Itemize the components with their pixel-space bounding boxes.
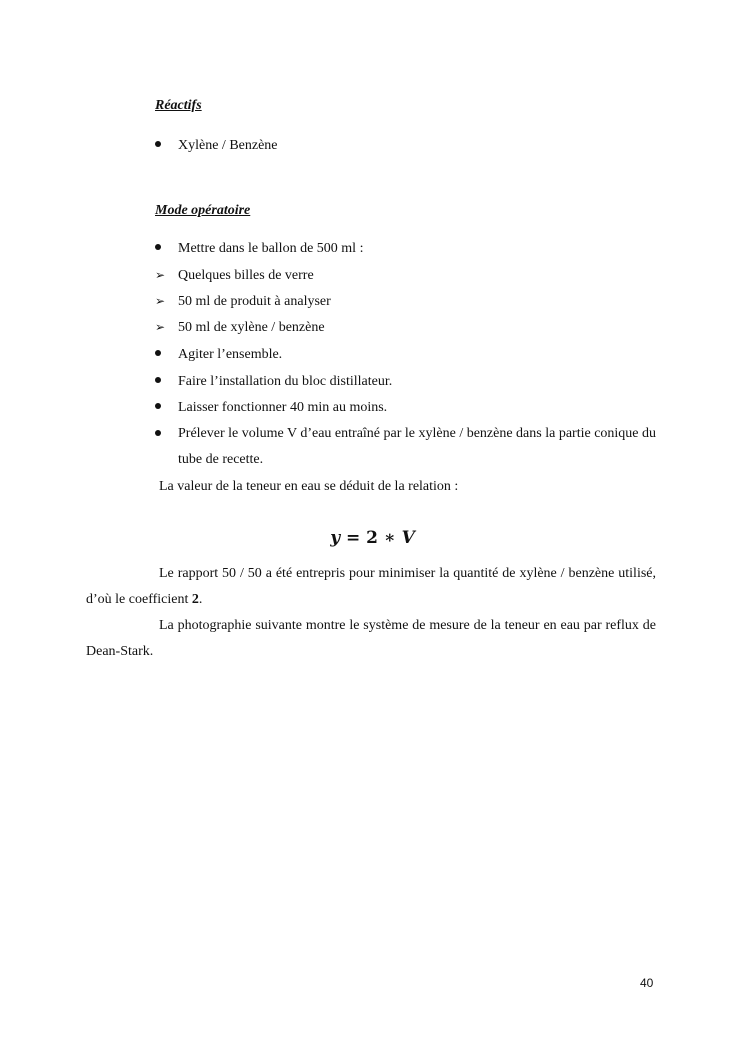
mode-operatoire-heading: Mode opératoire: [155, 203, 251, 218]
relation-intro: La valeur de la teneur en eau se déduit de la relation :: [159, 479, 459, 494]
list-item-text: Faire l’installation du bloc distillateur.: [178, 374, 393, 389]
bullet-dot-icon: [155, 241, 169, 257]
paragraph-photographie: La photographie suivante montre le système de mesure de la teneur en eau par reflux de Dean-Stark.: [86, 618, 656, 659]
bullet-arrow-icon: ➢: [155, 320, 166, 334]
formula: y = 2 ∗ V: [330, 528, 415, 548]
bullet-dot-icon: [155, 427, 169, 443]
list-item-text: 50 ml de xylène / benzène: [178, 320, 325, 335]
bullet-dot-icon: [155, 374, 169, 390]
bullet-dot-icon: [155, 138, 169, 154]
list-item-text: Quelques billes de verre: [178, 268, 314, 283]
bullet-arrow-icon: ➢: [155, 294, 166, 308]
page-number: 40: [640, 976, 654, 990]
bullet-dot-icon: [155, 400, 169, 416]
paragraph-rapport: Le rapport 50 / 50 a été entrepris pour minimiser la quantité de xylène / benzène utilisé, d’où le coefficient 2.: [86, 566, 656, 607]
list-item-text: Xylène / Benzène: [178, 138, 278, 153]
list-item-text: Laisser fonctionner 40 min au moins.: [178, 400, 388, 415]
list-item-text: Mettre dans le ballon de 500 ml :: [178, 241, 364, 256]
bullet-dot-icon: [155, 347, 169, 363]
list-item-text: Agiter l’ensemble.: [178, 347, 283, 362]
list-item-text: Prélever le volume V d’eau entraîné par le xylène / benzène dans la partie conique du tube de recette.: [178, 426, 657, 467]
bullet-arrow-icon: ➢: [155, 268, 166, 282]
reactifs-heading: Réactifs: [155, 98, 202, 113]
list-item-text: 50 ml de produit à analyser: [178, 294, 331, 309]
